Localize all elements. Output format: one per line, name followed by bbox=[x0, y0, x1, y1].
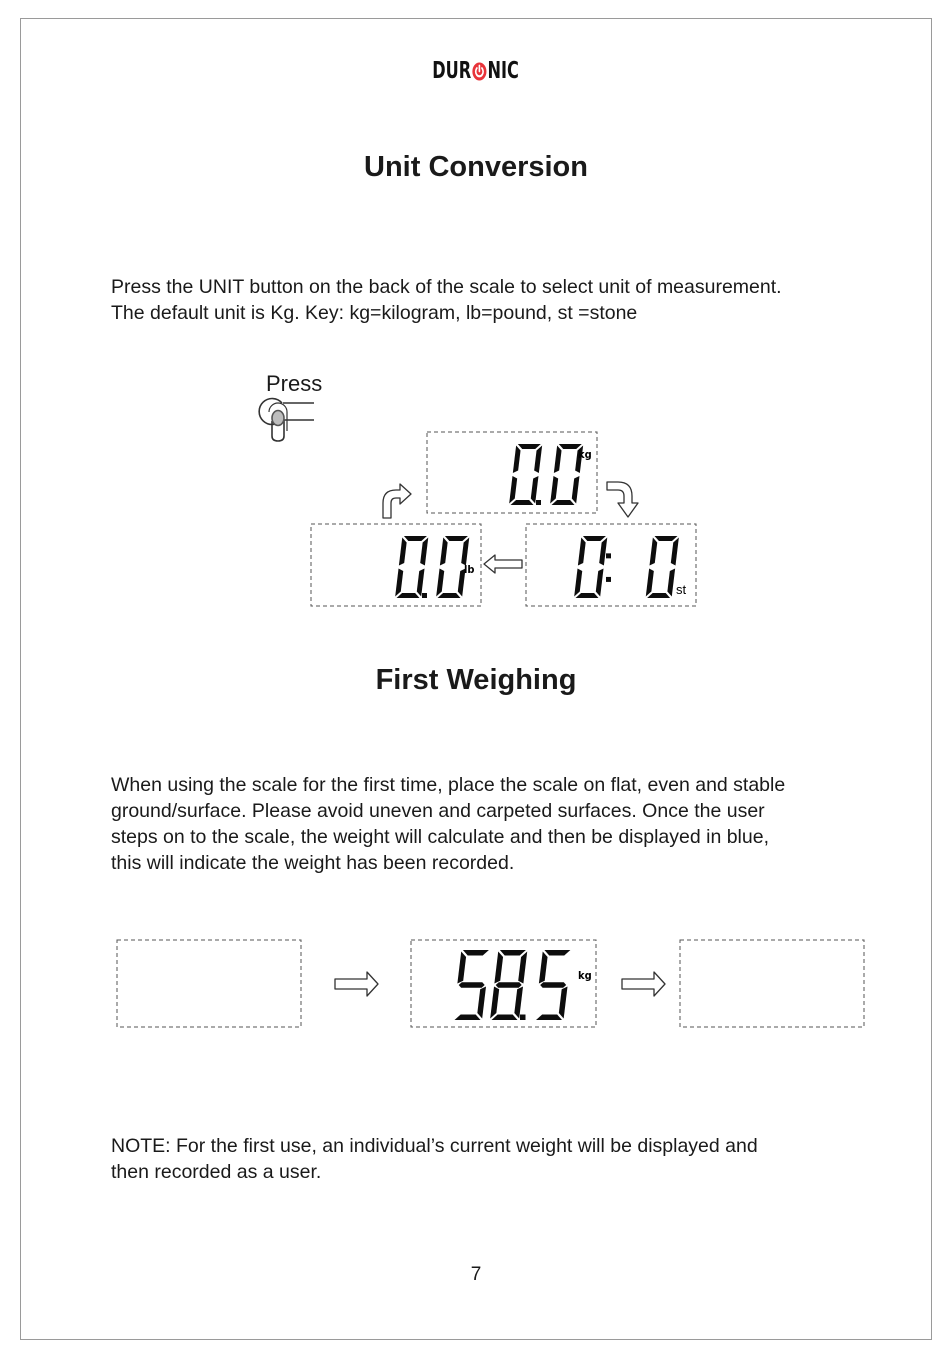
lb-reading-digit-0 bbox=[395, 536, 428, 598]
weight-reading-digit-5 bbox=[536, 950, 570, 1020]
display-blank-start bbox=[117, 940, 301, 1027]
text-line: NOTE: For the first use, an individual’s current weight will be displayed and bbox=[111, 1135, 758, 1157]
brand-logo-right: NIC bbox=[487, 58, 520, 84]
display-lb bbox=[311, 524, 481, 606]
weight-reading-dot bbox=[520, 1015, 526, 1021]
kg-reading-dot bbox=[536, 500, 541, 505]
unit-label-st: st bbox=[676, 582, 687, 597]
display-blank-end bbox=[680, 940, 864, 1027]
text-line: then recorded as a user. bbox=[111, 1161, 322, 1183]
text-line: When using the scale for the first time, place the scale on flat, even and stable bbox=[111, 774, 786, 796]
arrow-right-icon bbox=[335, 972, 378, 996]
unit-label-weight: kg bbox=[578, 969, 592, 982]
text-line: ground/surface. Please avoid uneven and carpeted surfaces. Once the user bbox=[111, 800, 765, 822]
display-weight bbox=[411, 940, 596, 1027]
st-reading-colon bbox=[606, 577, 611, 582]
display-st-digits bbox=[574, 536, 679, 598]
page-number: 7 bbox=[470, 1264, 482, 1285]
display-kg-digits bbox=[509, 444, 583, 505]
display-kg bbox=[427, 432, 597, 513]
lb-reading-dot bbox=[422, 593, 427, 598]
arrow-left-icon bbox=[484, 555, 522, 573]
st-reading-colon bbox=[606, 553, 611, 558]
first-weighing-text bbox=[111, 772, 891, 876]
text-line: this will indicate the weight has been recorded. bbox=[111, 852, 515, 874]
arrow-right-icon bbox=[622, 972, 665, 996]
display-st bbox=[526, 524, 696, 606]
note-text bbox=[111, 1133, 891, 1185]
unit-conversion-heading: Unit Conversion bbox=[364, 151, 588, 183]
weight-reading-digit-8 bbox=[490, 950, 527, 1020]
text-line: Press the UNIT button on the back of the scale to select unit of measurement. bbox=[111, 276, 782, 298]
curved-arrow-up-right-icon bbox=[383, 484, 411, 518]
curved-arrow-down-right-icon bbox=[607, 482, 638, 517]
press-finger-icon bbox=[259, 399, 314, 442]
kg-reading-digit-0 bbox=[509, 444, 542, 505]
st-reading-digit-0 bbox=[574, 536, 607, 598]
text-line: The default unit is Kg. Key: kg=kilogram, lb=pound, st =stone bbox=[111, 302, 638, 324]
first-weighing-heading: First Weighing bbox=[375, 664, 577, 696]
press-label: Press bbox=[266, 371, 323, 396]
display-lb-digits bbox=[395, 536, 469, 598]
brand-logo-left: DUR bbox=[432, 58, 472, 84]
st-reading-digit-0 bbox=[646, 536, 679, 598]
unit-label-lb: lb bbox=[464, 563, 475, 576]
weight-reading-digit-5 bbox=[455, 950, 489, 1020]
unit-label-kg: kg bbox=[578, 448, 592, 461]
text-line: steps on to the scale, the weight will calculate and then be displayed in blue, bbox=[111, 826, 770, 848]
display-weight-digits bbox=[455, 950, 571, 1020]
